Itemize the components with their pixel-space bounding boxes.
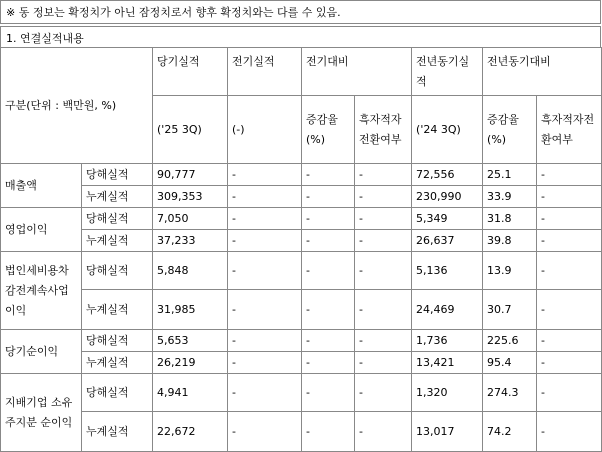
- row-item-label: 매출액: [1, 164, 82, 208]
- cell-cur: 26,219: [153, 352, 228, 374]
- cell-ly-rate: 13.9: [483, 252, 537, 290]
- cell-prev-rate: -: [302, 230, 355, 252]
- cell-ly: 72,556: [412, 164, 483, 186]
- cell-ly: 230,990: [412, 186, 483, 208]
- cell-prev: -: [228, 330, 302, 352]
- cell-cur: 7,050: [153, 208, 228, 230]
- table-row: [1, 330, 602, 352]
- cell-ly-rate: 95.4: [483, 352, 537, 374]
- cell-label: 당해실적: [82, 374, 153, 412]
- cell-ly-turn: -: [537, 208, 602, 230]
- cell-ly-turn: -: [537, 186, 602, 208]
- cell-label: 당해실적: [82, 164, 153, 186]
- header-vs-previous: 전기대비: [302, 48, 412, 96]
- table-row: [1, 374, 602, 412]
- cell-prev: -: [228, 230, 302, 252]
- cell-ly-rate: 25.1: [483, 164, 537, 186]
- header-current-period: ('25 3Q): [153, 96, 228, 164]
- cell-ly-turn: -: [537, 374, 602, 412]
- cell-prev-rate: -: [302, 186, 355, 208]
- cell-ly-turn: -: [537, 330, 602, 352]
- header-last-year: 전년동기실적: [412, 48, 483, 96]
- cell-ly-turn: -: [537, 230, 602, 252]
- row-item-label: 당기순이익: [1, 330, 82, 374]
- cell-ly-turn: -: [537, 252, 602, 290]
- section-title: 1. 연결실적내용: [0, 26, 601, 48]
- cell-ly-rate: 33.9: [483, 186, 537, 208]
- cell-label: 누계실적: [82, 230, 153, 252]
- table-row: [1, 208, 602, 230]
- cell-ly: 5,136: [412, 252, 483, 290]
- cell-ly-turn: -: [537, 290, 602, 330]
- cell-cur: 4,941: [153, 374, 228, 412]
- cell-label: 누계실적: [82, 412, 153, 452]
- table-row: [1, 290, 602, 330]
- header-rate: 증감율(%): [302, 96, 355, 164]
- cell-ly-turn: -: [537, 352, 602, 374]
- header-current: 당기실적: [153, 48, 228, 96]
- cell-ly: 1,320: [412, 374, 483, 412]
- cell-prev: -: [228, 252, 302, 290]
- cell-ly-rate: 39.8: [483, 230, 537, 252]
- notice-text: ※ 동 정보는 확정치가 아닌 잠정치로서 향후 확정치와는 다를 수 있음.: [0, 0, 601, 24]
- cell-ly-rate: 225.6: [483, 330, 537, 352]
- header-turn2: 흑자적자전환여부: [537, 96, 602, 164]
- cell-prev: -: [228, 208, 302, 230]
- cell-prev-rate: -: [302, 374, 355, 412]
- cell-prev: -: [228, 374, 302, 412]
- table-row: [1, 230, 602, 252]
- header-rate2: 증감율(%): [483, 96, 537, 164]
- cell-label: 누계실적: [82, 186, 153, 208]
- cell-ly-rate: 30.7: [483, 290, 537, 330]
- cell-prev-turn: -: [355, 290, 412, 330]
- cell-prev-turn: -: [355, 374, 412, 412]
- cell-prev-rate: -: [302, 330, 355, 352]
- cell-ly-turn: -: [537, 412, 602, 452]
- cell-cur: 37,233: [153, 230, 228, 252]
- cell-prev: -: [228, 290, 302, 330]
- header-category: 구분(단위 : 백만원, %): [1, 48, 153, 164]
- row-item-label: 지배기업 소유주지분 순이익: [1, 374, 82, 452]
- cell-ly: 5,349: [412, 208, 483, 230]
- cell-ly-rate: 31.8: [483, 208, 537, 230]
- cell-cur: 309,353: [153, 186, 228, 208]
- financial-table: [0, 47, 602, 452]
- cell-prev-turn: -: [355, 208, 412, 230]
- table-row: [1, 186, 602, 208]
- cell-prev-rate: -: [302, 208, 355, 230]
- header-turn: 흑자적자전환여부: [355, 96, 412, 164]
- cell-cur: 22,672: [153, 412, 228, 452]
- cell-prev-rate: -: [302, 164, 355, 186]
- header-last-year-period: ('24 3Q): [412, 96, 483, 164]
- cell-prev-turn: -: [355, 230, 412, 252]
- cell-cur: 31,985: [153, 290, 228, 330]
- table-row: [1, 252, 602, 290]
- cell-prev: -: [228, 186, 302, 208]
- header-previous-period: (-): [228, 96, 302, 164]
- table-row: [1, 412, 602, 452]
- row-item-label: 법인세비용차감전계속사업이익: [1, 252, 82, 330]
- cell-prev-turn: -: [355, 186, 412, 208]
- cell-ly: 13,421: [412, 352, 483, 374]
- cell-prev-turn: -: [355, 164, 412, 186]
- cell-prev-rate: -: [302, 252, 355, 290]
- cell-prev-turn: -: [355, 252, 412, 290]
- table-row: [1, 164, 602, 186]
- cell-ly: 24,469: [412, 290, 483, 330]
- header-vs-last-year: 전년동기대비: [483, 48, 602, 96]
- cell-prev: -: [228, 412, 302, 452]
- header-previous: 전기실적: [228, 48, 302, 96]
- cell-prev: -: [228, 164, 302, 186]
- row-item-label: 영업이익: [1, 208, 82, 252]
- cell-label: 누계실적: [82, 352, 153, 374]
- cell-cur: 90,777: [153, 164, 228, 186]
- cell-ly-rate: 74.2: [483, 412, 537, 452]
- cell-label: 누계실적: [82, 290, 153, 330]
- cell-ly: 26,637: [412, 230, 483, 252]
- cell-cur: 5,848: [153, 252, 228, 290]
- cell-prev-rate: -: [302, 290, 355, 330]
- cell-prev-turn: -: [355, 412, 412, 452]
- cell-prev-rate: -: [302, 352, 355, 374]
- cell-prev-rate: -: [302, 412, 355, 452]
- cell-label: 당해실적: [82, 330, 153, 352]
- cell-label: 당해실적: [82, 252, 153, 290]
- cell-label: 당해실적: [82, 208, 153, 230]
- cell-cur: 5,653: [153, 330, 228, 352]
- table-row: [1, 352, 602, 374]
- cell-prev-turn: -: [355, 330, 412, 352]
- cell-ly: 1,736: [412, 330, 483, 352]
- cell-ly-turn: -: [537, 164, 602, 186]
- cell-prev: -: [228, 352, 302, 374]
- cell-prev-turn: -: [355, 352, 412, 374]
- cell-ly-rate: 274.3: [483, 374, 537, 412]
- cell-ly: 13,017: [412, 412, 483, 452]
